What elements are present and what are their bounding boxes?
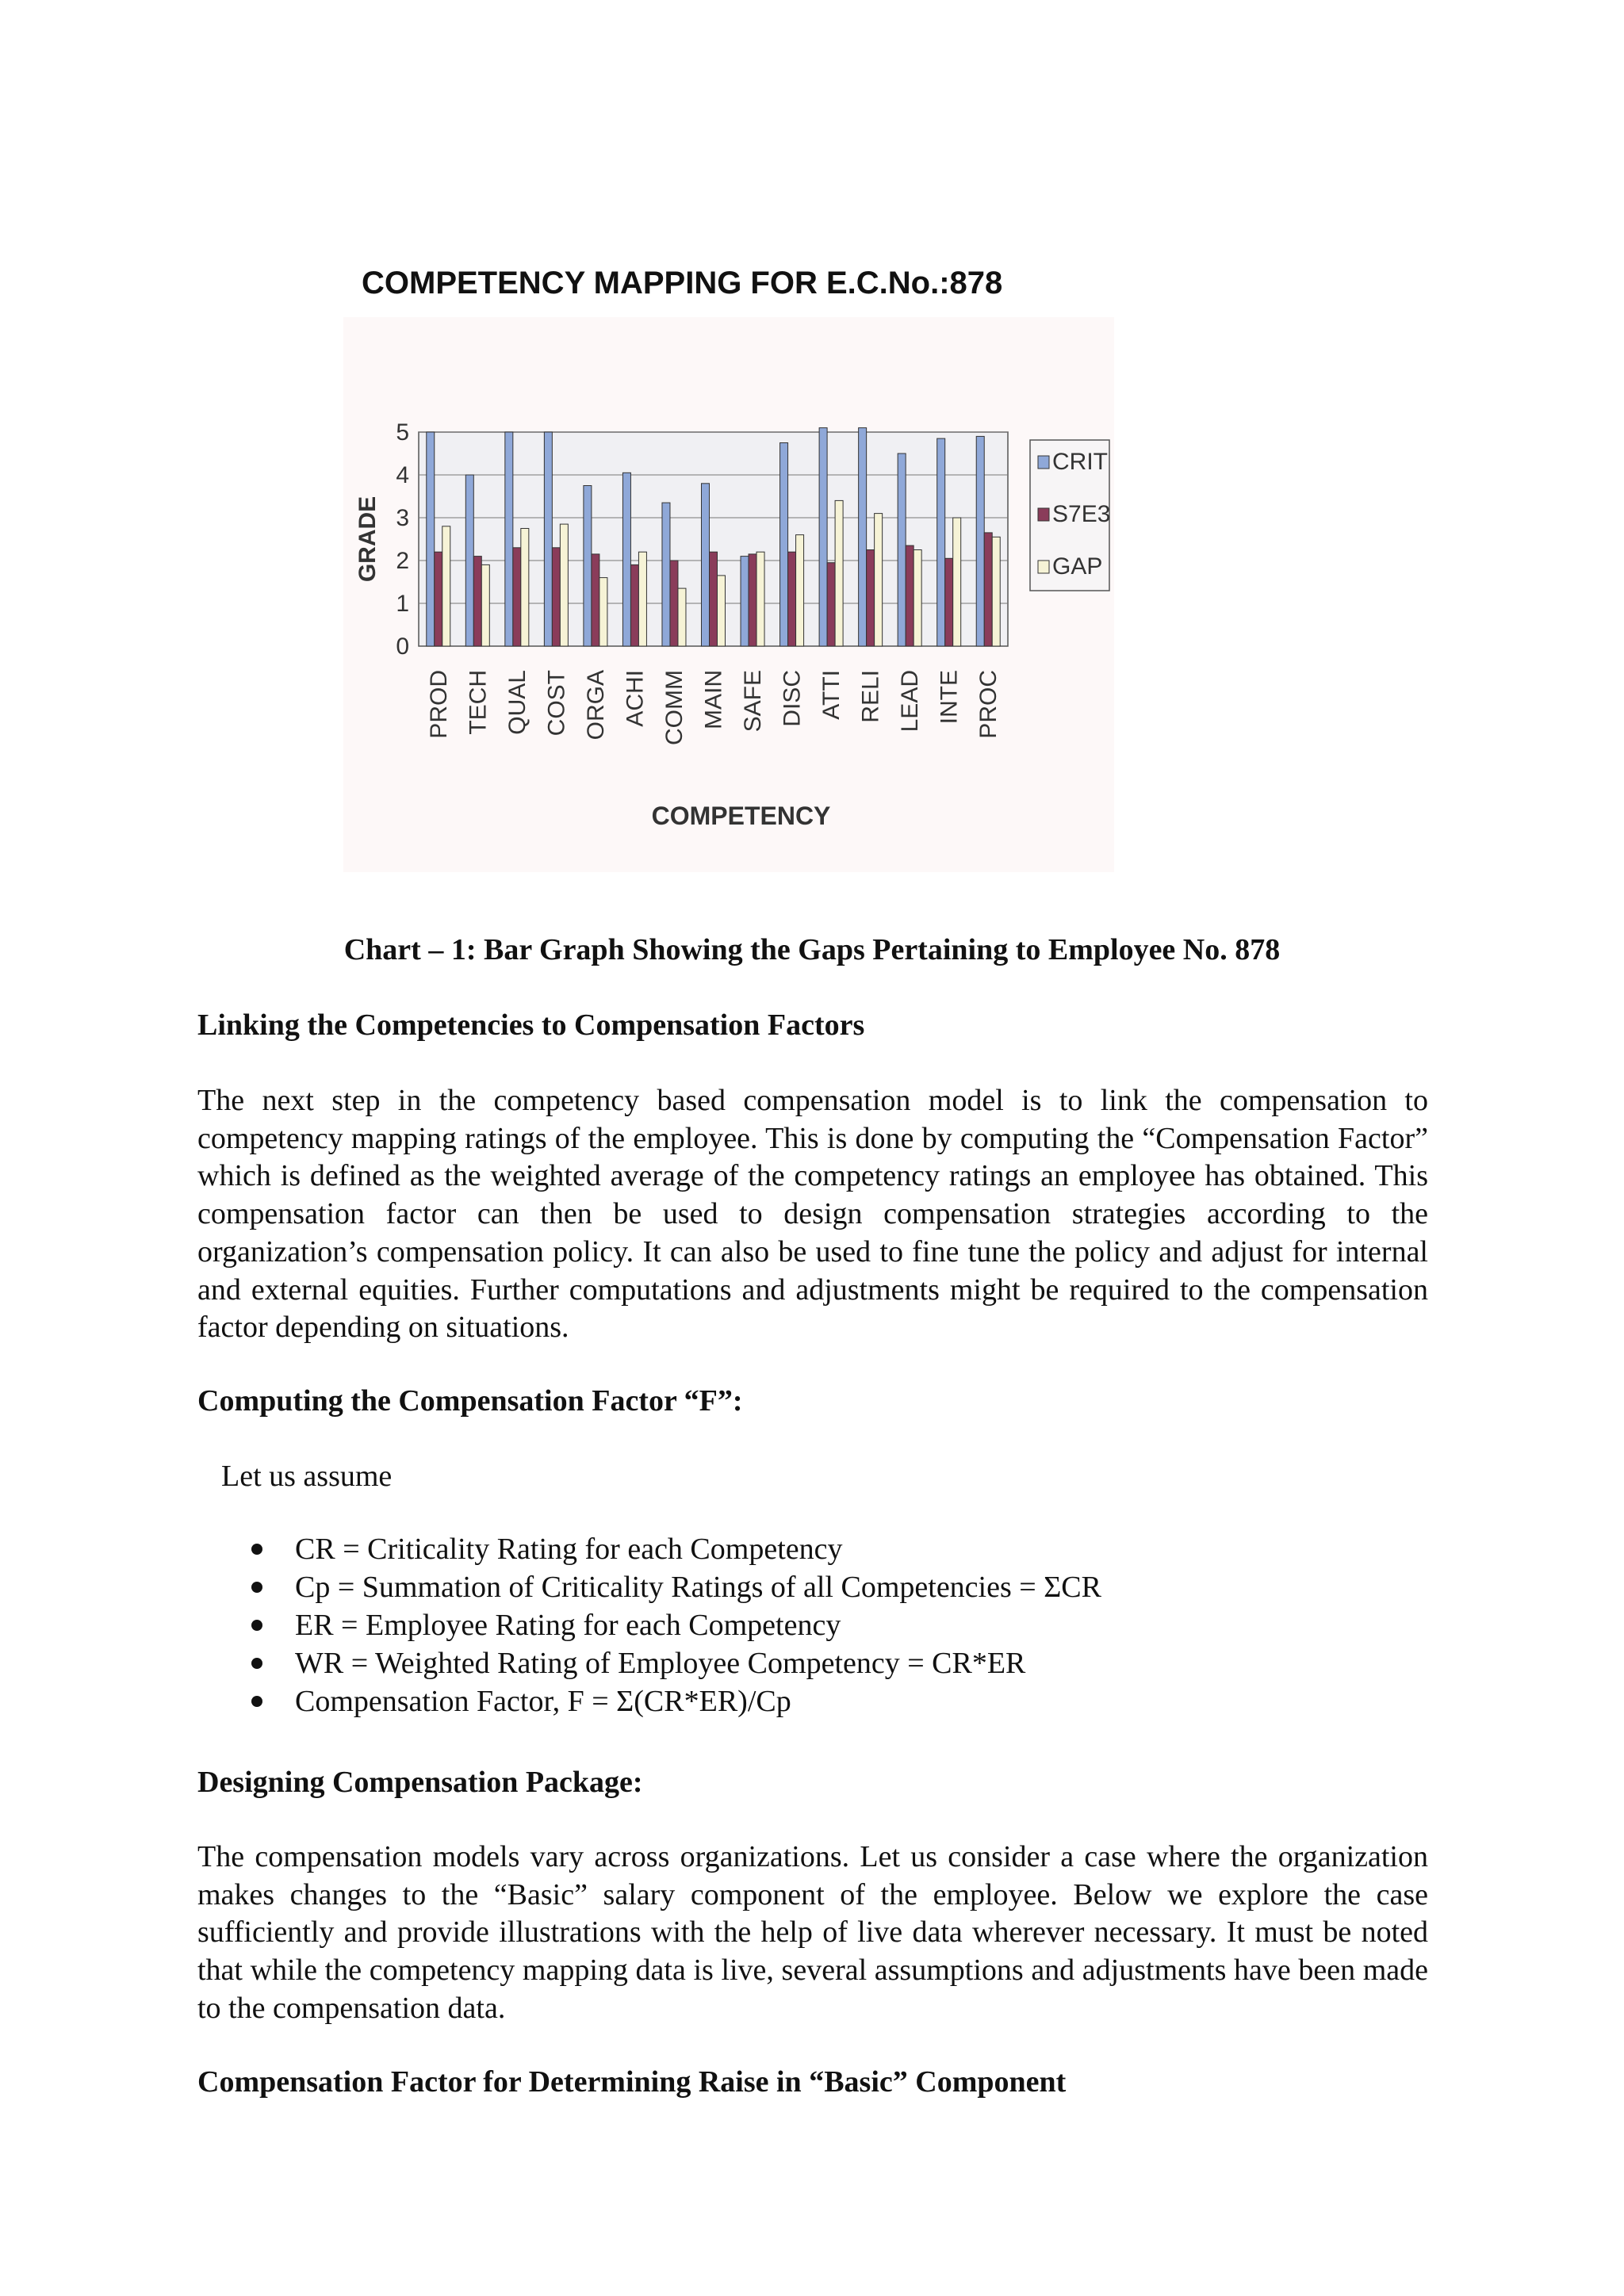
bar-crit <box>702 484 710 646</box>
bar-s7e3 <box>710 552 718 646</box>
bar-gap <box>756 552 764 646</box>
bar-crit <box>505 432 513 646</box>
bar-s7e3 <box>788 552 796 646</box>
competency-bar-chart <box>343 317 1114 872</box>
bar-s7e3 <box>827 563 835 646</box>
bar-gap <box>718 576 726 646</box>
list-item-text: ER = Employee Rating for each Competency <box>295 1609 841 1642</box>
bar-gap <box>953 518 961 646</box>
list-item-text: CR = Criticality Rating for each Competency <box>295 1533 843 1566</box>
x-tick-label: ORGA <box>582 670 609 740</box>
x-tick-label: TECH <box>465 670 492 735</box>
bar-gap <box>678 588 686 646</box>
section-heading-linking: Linking the Competencies to Compensation Factors <box>197 1008 865 1042</box>
bar-s7e3 <box>552 548 560 646</box>
bar-crit <box>819 428 827 646</box>
x-tick-label: COMM <box>661 670 688 745</box>
list-item-text: Compensation Factor, F = Σ(CR*ER)/Cp <box>295 1685 791 1718</box>
legend-label-s7e3: S7E3 <box>1052 501 1111 527</box>
bullet-icon <box>251 1658 262 1669</box>
x-tick-label: LEAD <box>897 670 924 733</box>
x-tick-label: DISC <box>779 670 806 727</box>
list-item <box>247 1530 1101 1568</box>
bar-gap <box>442 526 450 646</box>
bar-gap <box>835 500 843 646</box>
bar-s7e3 <box>592 554 599 646</box>
bar-gap <box>914 550 921 647</box>
paragraph-designing: The compensation models vary across organizations. Let us consider a case where the organization makes changes to the “Basic” salary component of the employee. Below we explore the case sufficiently and provide illustrations with the help of live data wherever necessary. It must be noted that while the competency mapping data is live, several assumptions and adjustments have been made to the compensation data. <box>197 1840 1428 2025</box>
x-tick-label: PROD <box>425 670 452 739</box>
bullet-icon <box>251 1544 262 1555</box>
bar-s7e3 <box>513 548 521 646</box>
y-axis-label: GRADE <box>354 496 381 583</box>
bullet-icon <box>251 1582 262 1593</box>
list-item <box>247 1644 1101 1682</box>
y-tick-label: 3 <box>396 505 409 531</box>
x-tick-label: ACHI <box>622 670 649 727</box>
bar-s7e3 <box>630 564 638 646</box>
x-tick-label: RELI <box>857 670 884 723</box>
x-tick-label: COST <box>543 670 570 737</box>
paragraph-linking: The next step in the competency based compensation model is to link the compensation to competency mapping ratings of the employee. This is done by computing the “Compensation Factor” which is defined as the weighted average of the competency ratings an employee has obtained. This compensation factor can then be used to design compensation strategies according to the organization’s compensation policy. It can also be used to fine tune the policy and adjust for internal and external equities. Further computations and adjustments might be required to the compensation factor depending on situations. <box>197 1084 1428 1345</box>
bar-gap <box>599 578 607 646</box>
bar-crit <box>780 443 788 647</box>
bar-gap <box>560 524 568 646</box>
bar-s7e3 <box>473 557 481 646</box>
chart-svg <box>343 317 1114 872</box>
bar-s7e3 <box>670 561 678 646</box>
bar-s7e3 <box>906 545 914 646</box>
bar-crit <box>544 432 552 646</box>
bullet-icon <box>251 1696 262 1707</box>
legend-swatch-s7e3 <box>1038 508 1049 521</box>
assume-intro: Let us assume <box>221 1460 393 1493</box>
section-heading-computing: Computing the Compensation Factor “F”: <box>197 1384 743 1418</box>
list-item <box>247 1606 1101 1644</box>
bar-s7e3 <box>945 558 953 646</box>
x-tick-label: PROC <box>975 670 1002 739</box>
x-tick-label: SAFE <box>740 670 767 733</box>
list-item-text: WR = Weighted Rating of Employee Competency = CR*ER <box>295 1647 1026 1680</box>
bar-gap <box>875 514 883 646</box>
bar-gap <box>638 552 646 646</box>
legend-swatch-gap <box>1038 561 1049 573</box>
bar-crit <box>976 436 984 646</box>
bar-crit <box>741 557 749 646</box>
x-tick-label: INTE <box>936 670 963 725</box>
bar-s7e3 <box>435 552 442 646</box>
bar-s7e3 <box>749 554 756 646</box>
bar-crit <box>427 432 435 646</box>
bar-crit <box>937 438 945 646</box>
bar-s7e3 <box>867 550 875 647</box>
y-tick-label: 1 <box>396 591 409 617</box>
bullet-icon <box>251 1620 262 1631</box>
bar-crit <box>859 428 867 646</box>
bar-gap <box>796 535 804 646</box>
bar-crit <box>465 475 473 646</box>
bar-s7e3 <box>984 533 992 646</box>
x-axis-label: COMPETENCY <box>651 802 831 830</box>
bar-crit <box>898 453 906 646</box>
x-tick-label: ATTI <box>818 670 845 720</box>
bar-crit <box>662 503 670 646</box>
definition-list <box>247 1530 1101 1720</box>
chart-caption: Chart – 1: Bar Graph Showing the Gaps Pertaining to Employee No. 878 <box>343 933 1281 966</box>
list-item <box>247 1568 1101 1606</box>
legend-label-gap: GAP <box>1052 553 1103 580</box>
y-tick-label: 4 <box>396 462 409 488</box>
legend-label-crit: CRIT <box>1052 449 1108 475</box>
bar-gap <box>481 564 489 646</box>
bar-gap <box>521 529 529 647</box>
x-tick-label: MAIN <box>700 670 727 729</box>
section-heading-designing: Designing Compensation Package: <box>197 1766 643 1799</box>
y-tick-label: 2 <box>396 548 409 574</box>
list-item <box>247 1682 1101 1720</box>
x-tick-label: QUAL <box>504 670 530 735</box>
y-tick-label: 0 <box>396 633 409 660</box>
bar-crit <box>622 473 630 646</box>
list-item-text: Cp = Summation of Criticality Ratings of all Competencies = ΣCR <box>295 1571 1102 1604</box>
y-tick-label: 5 <box>396 419 409 446</box>
bar-gap <box>992 537 1000 646</box>
bar-crit <box>584 486 592 647</box>
page-title: COMPETENCY MAPPING FOR E.C.No.:878 <box>362 266 1003 300</box>
section-heading-basic-raise: Compensation Factor for Determining Raise in “Basic” Component <box>197 2065 1067 2099</box>
legend-swatch-crit <box>1038 456 1049 469</box>
